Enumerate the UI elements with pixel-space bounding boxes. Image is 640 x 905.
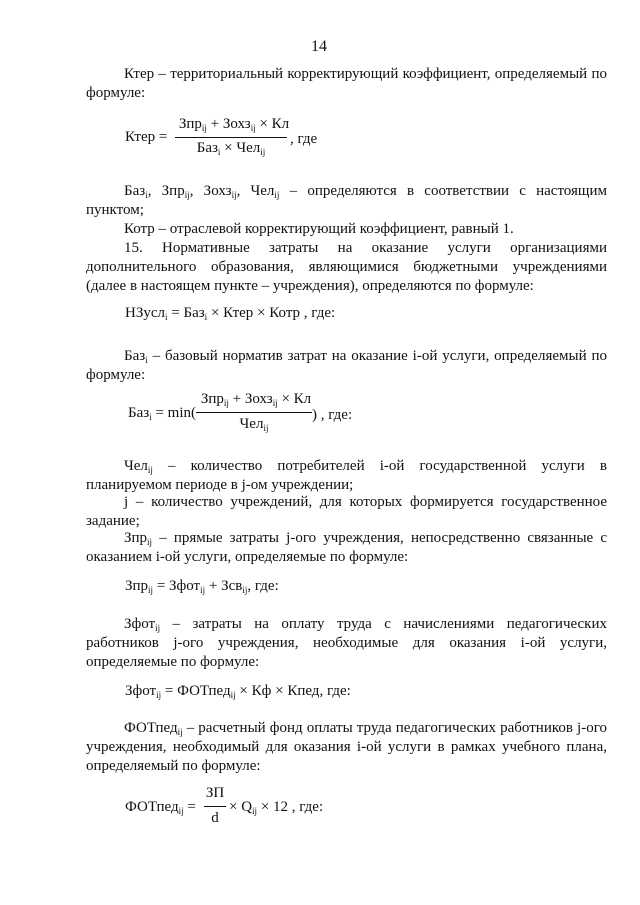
paragraph-definitions: Баз$_i$, Зпр$_{ij}$, Зохз$_{ij}$, Чел$_{ij}$ – определяются в соответствии с настоящим пунктом;	[86, 183, 607, 218]
formula-baz-tail: ) , где:	[312, 407, 353, 423]
formula-kter-numerator: Зпр$_{ij}$ + Зохз$_{ij}$ × Кл	[178, 116, 290, 133]
paragraph-15: 15. Нормативные затраты на оказание услуги организациями дополнительного образования, являющимися бюджетными учреждениями (далее в настоящем пункте – учреждения), определяются по формуле:	[86, 240, 607, 294]
formula-baz-numerator: Зпр$_{ij}$ + Зохз$_{ij}$ × Кл	[200, 391, 312, 408]
formula-baz-fraction-bar	[196, 412, 312, 413]
paragraph-kter: Ктер – территориальный корректирующий коэффициент, определяемый по формуле:	[86, 66, 607, 101]
paragraph-kotr: Котр – отраслевой корректирующий коэффициент, равный 1.	[124, 221, 514, 237]
paragraph-zfot: Зфот$_{ij}$ – затраты на оплату труда с начислениями педагогических работников j-ого учреждения, необходимые для оказания i-ой услуги, определяемые по формуле:	[86, 616, 607, 670]
paragraph-j: j – количество учреждений, для которых формируется государственное задание;	[86, 494, 607, 529]
formula-fotped-lhs: ФОТпед$_{ij}$ =	[125, 799, 196, 816]
formula-zfot: Зфот$_{ij}$ = ФОТпед$_{ij}$ × Кф × Кпед, где:	[125, 683, 351, 700]
formula-zpr: Зпр$_{ij}$ = Зфот$_{ij}$ + Зсв$_{ij}$, где:	[125, 578, 279, 595]
formula-baz-lhs: Баз$_i$ = min(	[128, 405, 197, 422]
paragraph-chel: Чел$_{ij}$ – количество потребителей i-ой государственной услуги в планируемом периоде в j-ом учреждении;	[86, 458, 607, 493]
paragraph-fotped: ФОТпед$_{ij}$ – расчетный фонд оплаты труда педагогических работников j-ого учреждения, необходимый для оказания i-ой услуги в рамках учебного плана, определяемый по формуле:	[86, 720, 607, 774]
formula-kter-lhs: Ктер =	[125, 129, 168, 145]
formula-fotped-fraction-bar	[204, 806, 226, 807]
formula-fotped-denominator: d	[211, 810, 219, 826]
formula-kter-tail: , где	[290, 131, 318, 147]
paragraph-baz: Баз$_i$ – базовый норматив затрат на оказание i-ой услуги, определяемый по формуле:	[86, 348, 607, 383]
formula-nzusl: НЗусл$_i$ = Баз$_i$ × Ктер × Котр , где:	[125, 305, 336, 322]
paragraph-zpr: Зпр$_{ij}$ – прямые затраты j-ого учреждения, непосредственно связанные с оказанием i-ой услуги, определяемые по формуле:	[86, 530, 607, 565]
formula-baz-denominator: Чел$_{ij}$	[239, 416, 269, 433]
formula-kter-fraction-bar	[175, 137, 287, 138]
formula-fotped-numerator: ЗП	[205, 785, 225, 801]
formula-kter-denominator: Баз$_i$ × Чел$_{ij}$	[196, 140, 266, 157]
page-number: 14	[311, 38, 327, 55]
formula-fotped-tail: × $Q_{ij} \times 12$ , где:	[229, 799, 324, 816]
